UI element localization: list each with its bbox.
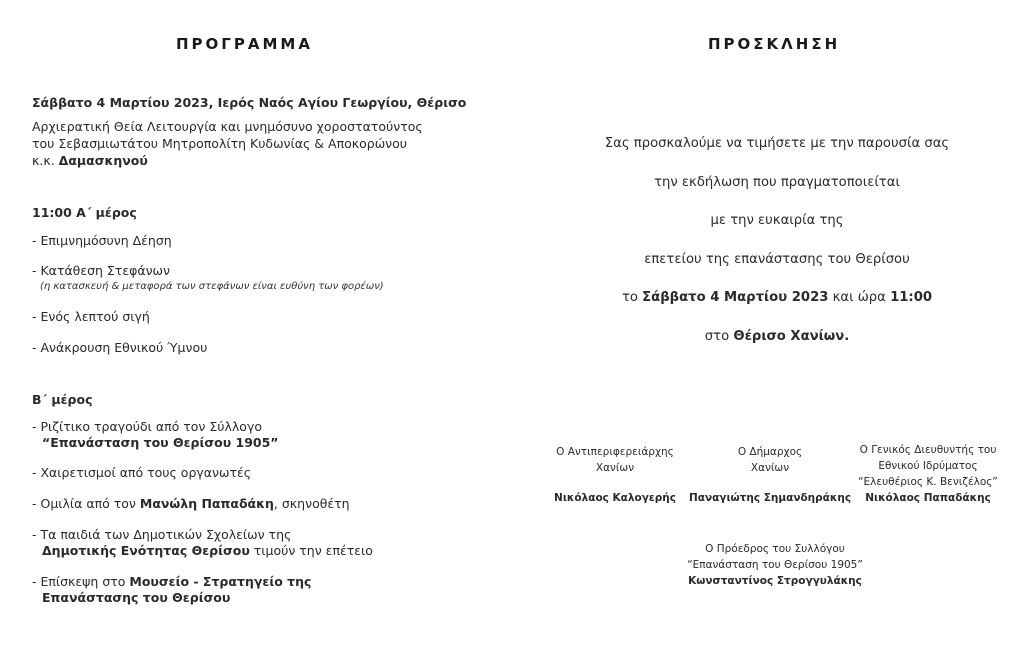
speech-prefix: - Ομιλία από τον <box>32 496 136 511</box>
part1-item-3: - Ενός λεπτού σιγή <box>32 309 150 324</box>
part1-heading: 11:00 Α΄ μέρος <box>32 205 137 220</box>
part2-item-2: - Χαιρετισμοί από τους οργανωτές <box>32 465 252 480</box>
invitation-line-1: Σας προσκαλούμε να τιμήσετε με την παρουσία σας <box>604 136 950 151</box>
event-date: Σάββατο 4 Μαρτίου 2023 <box>642 290 829 305</box>
place-prefix: στο <box>704 329 730 344</box>
invitation-line-3: με την ευκαιρία της <box>710 213 844 228</box>
part1-item-4: - Ανάκρουση Εθνικού Ύμνου <box>32 340 208 355</box>
part2-item-5-line-1 <box>32 574 311 590</box>
signatory-title: Ο Γενικός Διευθυντής του <box>859 444 997 456</box>
signatory-foundation: “Ελευθέριος Κ. Βενιζέλος” <box>858 476 998 488</box>
signatory-association-president <box>675 541 875 589</box>
part2-item-5-line-2: Επανάστασης του Θερίσου <box>42 590 231 605</box>
date-prefix: το <box>621 290 638 305</box>
speech-suffix: , σκηνοθέτη <box>273 496 350 511</box>
programme-title: ΠΡΟΓΡΑΜΜΑ <box>176 35 313 53</box>
signatory-name: Παναγιώτης Σημανδηράκης <box>688 492 852 504</box>
museum-name: Μουσείο - Στρατηγείο της <box>129 574 312 589</box>
metropolitan-name: Δαμασκηνού <box>58 153 148 168</box>
signatory-name: Νικόλαος Καλογερής <box>554 492 676 504</box>
signatory-subtitle: Εθνικού Ιδρύματος <box>878 460 978 472</box>
event-heading: Σάββατο 4 Μαρτίου 2023, Ιερός Ναός Αγίου Γεωργίου, Θέρισο <box>32 95 467 110</box>
liturgy-line-1: Αρχιερατική Θεία Λειτουργία και μνημόσυνο χοροστατούντος <box>32 119 423 134</box>
event-place: Θέρισο Χανίων. <box>733 329 850 344</box>
signatory-general-director <box>838 442 1018 506</box>
part1-item-2: - Κατάθεση Στεφάνων <box>32 263 171 278</box>
signatory-title: Ο Πρόεδρος του Συλλόγου <box>705 543 845 555</box>
part1-item-1: - Επιμνημόσυνη Δέηση <box>32 233 172 248</box>
signatory-vice-governor <box>525 444 705 506</box>
visit-prefix: - Επίσκεψη στο <box>32 574 126 589</box>
part2-item-4-line-1: - Τα παιδιά των Δημοτικών Σχολείων της <box>32 527 292 542</box>
invitation-line-2: την εκδήλωση που πραγματοποιείται <box>654 175 900 190</box>
signatory-association: “Επανάσταση του Θερίσου 1905” <box>687 559 863 571</box>
part2-item-1-line-2: “Επανάσταση του Θερίσου 1905” <box>42 435 279 450</box>
event-time: 11:00 <box>890 290 933 305</box>
signatory-title: Ο Αντιπεριφερειάρχης <box>556 446 674 458</box>
invitation-title: ΠΡΟΣΚΛΗΣΗ <box>708 35 841 53</box>
part2-item-1-line-1: - Ριζίτικο τραγούδι από τον Σύλλογο <box>32 419 262 434</box>
signatory-name: Κωνσταντίνος Στρογγυλάκης <box>688 575 862 587</box>
speaker-name: Μανώλη Παπαδάκη <box>139 496 274 511</box>
signatory-subtitle: Χανίων <box>750 462 790 474</box>
part2-item-4-line-2 <box>42 543 373 559</box>
municipal-unit: Δημοτικής Ενότητας Θερίσου <box>42 543 250 558</box>
invitation-date-line <box>527 290 1024 305</box>
part2-heading: Β΄ μέρος <box>32 392 93 407</box>
signatory-mayor <box>680 444 860 506</box>
tribute-text: τιμούν την επέτειο <box>249 543 373 558</box>
wreath-note: (η κατασκευή & μεταφορά των στεφάνων είναι ευθύνη των φορέων) <box>40 281 384 292</box>
time-prefix: και ώρα <box>832 290 886 305</box>
signatory-subtitle: Χανίων <box>595 462 635 474</box>
signatory-name: Νικόλαος Παπαδάκης <box>865 492 991 504</box>
invitation-line-4: επετείου της επανάστασης του Θερίσου <box>644 252 910 267</box>
liturgy-prefix: κ.κ. <box>32 153 55 168</box>
invitation-place-line <box>527 329 1024 344</box>
signatory-title: Ο Δήμαρχος <box>737 446 803 458</box>
liturgy-line-3 <box>32 153 148 169</box>
part2-item-3 <box>32 496 350 512</box>
liturgy-line-2: του Σεβασμιωτάτου Μητροπολίτη Κυδωνίας & Αποκορώνου <box>32 136 408 151</box>
